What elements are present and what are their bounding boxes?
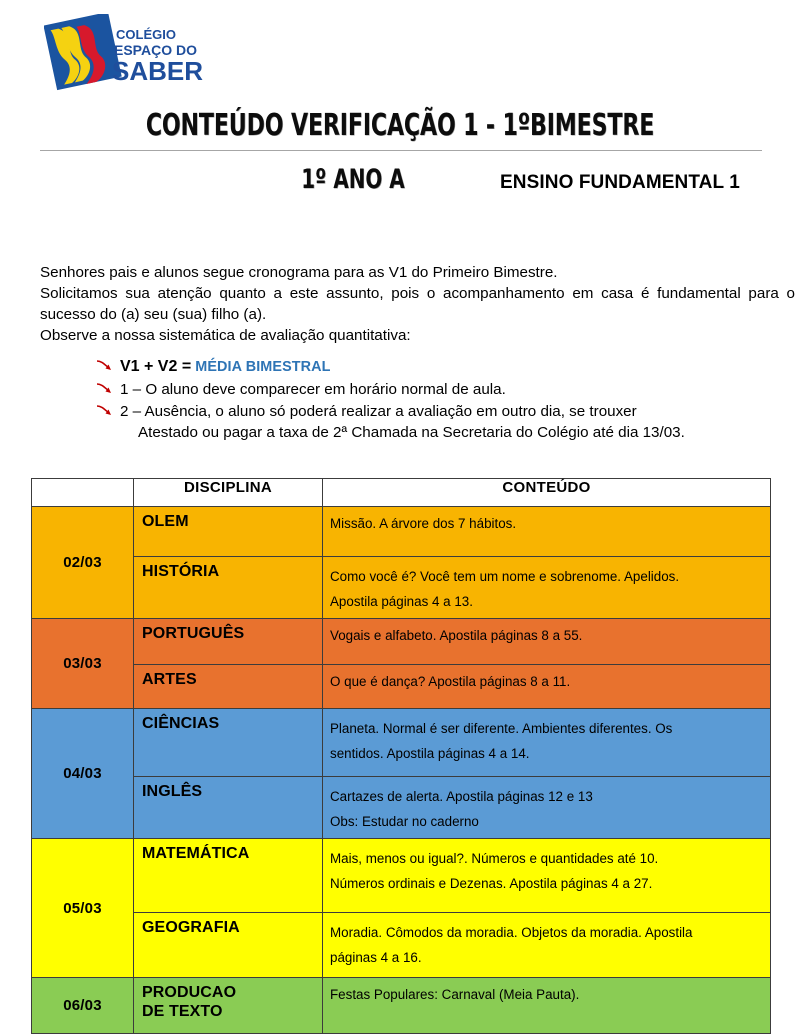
header-content: CONTEÚDO xyxy=(323,479,771,507)
cell-discipline: ARTES xyxy=(134,665,323,709)
table-row xyxy=(32,978,771,1034)
cell-date: 06/03 xyxy=(32,978,134,1034)
bullet-1-highlight: MÉDIA BIMESTRAL xyxy=(191,359,331,375)
page-title: CONTEÚDO VERIFICAÇÃO 1 - 1ºBIMESTRE xyxy=(145,108,655,143)
list-item xyxy=(96,379,796,400)
content-line: páginas 4 a 16. xyxy=(330,950,422,965)
cell-date: 02/03 xyxy=(32,507,134,619)
table-header-row xyxy=(32,479,771,507)
red-arrow-icon xyxy=(96,359,113,374)
bullet-1-strong: V1 + V2 = xyxy=(120,358,192,375)
cell-discipline: GEOGRAFIA xyxy=(134,913,323,978)
bullet-3-text: 2 – Ausência, o aluno só poderá realizar a avaliação em outro dia, se trouxer xyxy=(120,403,637,420)
cell-content xyxy=(323,839,771,913)
cell-content xyxy=(323,913,771,978)
content-line: Moradia. Cômodos da moradia. Objetos da moradia. Apostila xyxy=(330,925,693,940)
content-line: Como você é? Você tem um nome e sobrenome. Apelidos. xyxy=(330,569,680,584)
logo-mark-icon xyxy=(44,14,122,92)
cell-content xyxy=(323,777,771,839)
cell-content xyxy=(323,709,771,777)
red-arrow-icon xyxy=(96,404,113,419)
intro-line-3: Observe a nossa sistemática de avaliação quantitativa: xyxy=(40,327,411,344)
header-discipline: DISCIPLINA xyxy=(134,479,323,507)
content-line: Festas Populares: Carnaval (Meia Pauta). xyxy=(330,987,580,1002)
school-logo xyxy=(44,12,264,94)
schedule-table xyxy=(31,478,771,1034)
table-row xyxy=(32,777,771,839)
cell-content xyxy=(323,507,771,557)
content-line: Cartazes de alerta. Apostila páginas 12 e 13 xyxy=(330,789,593,804)
table-row xyxy=(32,709,771,777)
bullet-2-text: 1 – O aluno deve comparecer em horário normal de aula. xyxy=(120,381,506,398)
intro-line-1: Senhores pais e alunos segue cronograma para as V1 do Primeiro Bimestre. xyxy=(40,264,558,281)
content-line: Missão. A árvore dos 7 hábitos. xyxy=(330,516,517,531)
logo-wordmark xyxy=(112,24,262,86)
content-line: Vogais e alfabeto. Apostila páginas 8 a 55. xyxy=(330,628,583,643)
title-divider xyxy=(40,150,762,151)
intro-text xyxy=(40,262,795,346)
cell-discipline: MATEMÁTICA xyxy=(134,839,323,913)
red-arrow-icon xyxy=(96,382,113,397)
cell-date: 04/03 xyxy=(32,709,134,839)
content-line: Planeta. Normal é ser diferente. Ambientes diferentes. Os xyxy=(330,721,673,736)
list-item xyxy=(96,401,796,443)
table-row xyxy=(32,557,771,619)
table-row xyxy=(32,665,771,709)
cell-discipline: INGLÊS xyxy=(134,777,323,839)
list-item xyxy=(96,356,796,378)
content-line: O que é dança? Apostila páginas 8 a 11. xyxy=(330,674,571,689)
cell-discipline: PRODUCAO DE TEXTO xyxy=(134,978,323,1034)
cell-content xyxy=(323,665,771,709)
page-subtitle: 1º ANO A xyxy=(301,164,405,195)
cell-content xyxy=(323,978,771,1034)
bullet-3-text-cont: Atestado ou pagar a taxa de 2ª Chamada na Secretaria do Colégio até dia 13/03. xyxy=(138,424,685,441)
table-body xyxy=(32,507,771,1034)
table-row xyxy=(32,619,771,665)
content-line: Obs: Estudar no caderno xyxy=(330,814,479,829)
cell-content xyxy=(323,557,771,619)
logo-line-2: ESPAÇO DO xyxy=(114,42,197,58)
education-level-label: ENSINO FUNDAMENTAL 1 xyxy=(500,172,740,193)
cell-discipline: HISTÓRIA xyxy=(134,557,323,619)
content-line: Apostila páginas 4 a 13. xyxy=(330,594,473,609)
content-line: sentidos. Apostila páginas 4 a 14. xyxy=(330,746,530,761)
cell-discipline: OLEM xyxy=(134,507,323,557)
content-line: Números ordinais e Dezenas. Apostila páginas 4 a 27. xyxy=(330,876,653,891)
logo-line-3: SABER xyxy=(112,56,204,86)
cell-discipline: CIÊNCIAS xyxy=(134,709,323,777)
intro-line-2: Solicitamos sua atenção quanto a este assunto, pois o acompanhamento em casa é fundamental para o sucesso do (a) seu (sua) filho (a). xyxy=(40,285,795,323)
table-row xyxy=(32,507,771,557)
table-row xyxy=(32,913,771,978)
header-date xyxy=(32,479,134,507)
table-row xyxy=(32,839,771,913)
cell-date: 05/03 xyxy=(32,839,134,978)
logo-line-1: COLÉGIO xyxy=(116,27,176,42)
cell-content xyxy=(323,619,771,665)
evaluation-rules-list xyxy=(96,356,796,444)
content-line: Mais, menos ou igual?. Números e quantidades até 10. xyxy=(330,851,659,866)
cell-discipline: PORTUGUÊS xyxy=(134,619,323,665)
cell-date: 03/03 xyxy=(32,619,134,709)
